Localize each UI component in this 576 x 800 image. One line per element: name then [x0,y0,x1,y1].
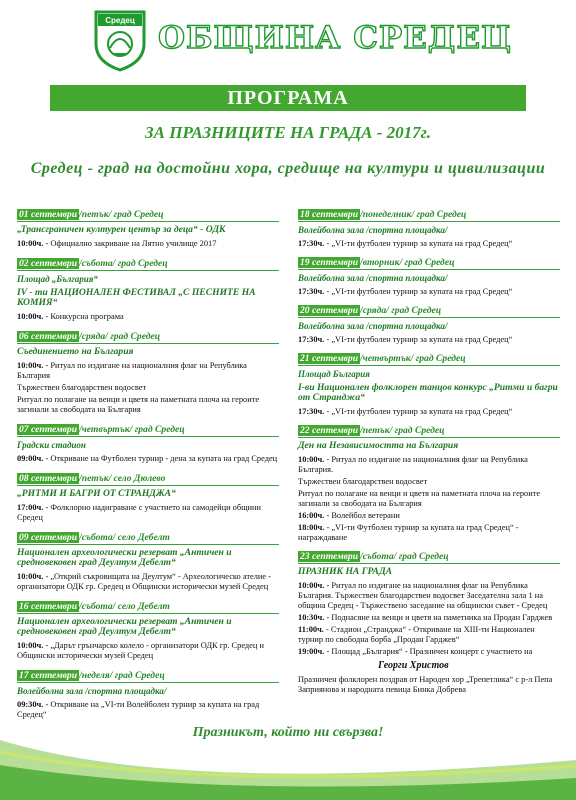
program-subtitle: ЗА ПРАЗНИЦИТЕ НА ГРАДА - 2017г. [145,123,431,142]
event-title: Национален археологически резерват „Античен и средновековен град Деултум Дебелт“ [17,547,232,568]
event-item [298,552,560,695]
event-item [298,354,560,417]
event-line [298,407,560,417]
event-venue: Волейболна зала /спортна площадка/ [17,686,167,696]
event-date-detail: /събота/ село Дебелт [79,532,170,543]
event-time: 17:30ч. [298,335,325,344]
event-description: - „Дарът грънчарско колело - организатори ОДК гр. Средец и Общински исторически музей Средец [17,641,264,660]
event-line [17,572,279,592]
event-item [17,425,279,464]
event-date-detail: /неделя/ град Средец [79,670,165,681]
event-title: ПРАЗНИК НА ГРАДА [298,566,393,577]
event-description: Ритуал по полагане на венци и цветя на паметната плоча на героите загинали за свободата на България [17,395,260,414]
event-date-detail: /петък/ град Средец [79,209,164,220]
event-date-day: 23 септември [300,551,359,562]
event-date [298,354,560,366]
event-date-detail: /събота/ село Дебелт [79,601,170,612]
event-time: 17:00ч. [17,503,44,512]
event-date-day: 21 септември [300,353,359,364]
event-venue: Площад „България“ [17,274,98,284]
decorative-swoosh [0,700,576,800]
event-date [17,210,279,222]
event-time: 10:00ч. [17,361,44,370]
event-time: 17:30ч. [298,239,325,248]
event-date [17,425,279,437]
event-description: - „VI-ти футболен турнир за купата на град Средец“ [324,239,513,248]
event-venue: Градски стадион [17,440,86,450]
event-date-day: 01 септември [19,209,78,220]
event-title: „РИТМИ И БАГРИ ОТ СТРАНДЖА“ [17,488,176,499]
event-title: IV - ти НАЦИОНАЛЕН ФЕСТИВАЛ „С ПЕСНИТЕ НА КОМИЯ“ [17,287,256,308]
event-line [17,454,279,464]
event-time: 17:30ч. [298,407,325,416]
event-description: - Волейбол ветерани [324,511,400,520]
event-venue: Площад България [298,369,370,379]
event-line [298,625,560,645]
event-date [298,258,560,270]
event-date [298,552,560,564]
event-date-day: 09 септември [19,532,78,543]
event-date [17,602,279,614]
event-line [298,239,560,249]
event-item [298,306,560,345]
event-venue: Волейболна зала /спортна площадка/ [298,225,448,235]
event-item [17,259,279,322]
event-line [17,383,279,393]
event-line [17,503,279,523]
event-line [298,647,560,657]
event-time: 18:00ч. [298,523,325,532]
event-description: Ритуал по полагане на венци и цветя на паметната плоча на героите загинали за свободата на България [298,489,541,508]
event-date [298,426,560,438]
program-banner: ПРОГРАМА [50,85,526,111]
event-item [17,533,279,592]
event-time: 10:00ч. [17,312,44,321]
event-description: - „Открий съкровищата на Деултум“ - Археологическо ателие - организатори ОДК гр. Средец и Общински исторически музей Средец [17,572,271,591]
event-description: - „VI-ти футболен турнир за купата на град Средец“ [324,335,513,344]
left-column [17,210,279,730]
event-line [17,361,279,381]
event-item [17,210,279,249]
event-date-day: 06 септември [19,331,78,342]
event-date-detail: /вторник/ град Средец [360,257,455,268]
event-item [298,210,560,249]
event-description: - Стадион „Странджа“ - Откриване на XIII-ти Национален турнир по свободна борба „Продан Гарджев“ [298,625,535,644]
event-line [298,581,560,611]
event-venue: Волейболна зала /спортна площадка/ [298,273,448,283]
event-time: 09:30ч. [17,700,44,709]
event-date-day: 19 септември [300,257,359,268]
event-description: - „VI-ти Футболен турнир за купата на град Средец“ - награждаване [298,523,519,542]
event-time: 16:00ч. [298,511,325,520]
event-date-detail: /петък/ село Дюлево [79,473,166,484]
event-date-detail: /сряда/ град Средец [79,331,161,342]
event-time: 17:30ч. [298,287,325,296]
event-time: 10:00ч. [17,239,44,248]
event-description: - Поднасяне на венци и цветя на паметника на Продан Гарджев [324,613,553,622]
event-line [17,395,279,415]
event-time: 10:00ч. [17,572,44,581]
event-date [298,306,560,318]
event-time: 10:00ч. [17,641,44,650]
event-description: - Официално закриване на Лятно училище 2017 [43,239,217,248]
event-line [298,287,560,297]
event-description: - Конкурсна програма [43,312,124,321]
event-date [17,533,279,545]
event-description: - Откриване на „VI-ти Волейболен турнир за купата на град Средец“ [17,700,260,719]
event-description: - „VI-ти футболен турнир за купата на град Средец“ [324,287,513,296]
event-date-detail: /понеделник/ град Средец [360,209,467,220]
event-date-day: 02 септември [19,258,78,269]
event-date [17,671,279,683]
event-date [17,259,279,271]
event-time: 10:00ч. [298,455,325,464]
event-description: - Ритуал по издигане на националния флаг на Република България. [298,455,528,474]
municipality-name: ОБЩИНА СРЕДЕЦ [158,20,512,56]
event-item [298,258,560,297]
event-date [17,332,279,344]
event-date-day: 16 септември [19,601,78,612]
event-date [17,474,279,486]
event-line [298,455,560,475]
event-title: „Трансграничен културен център за деца“ - ОДК [17,224,226,235]
footer-slogan: Празникът, който ни свързва! [192,725,384,740]
header [0,0,576,80]
event-time: 19:00ч. [298,647,325,656]
event-date [298,210,560,222]
event-item [17,602,279,661]
event-description: - Площад „България“ - Празничен концерт с участието на [324,647,533,656]
event-date-day: 20 септември [300,305,359,316]
event-line [298,511,560,521]
event-time: 10:30ч. [298,613,325,622]
event-date-day: 08 септември [19,473,78,484]
event-date-detail: /сряда/ град Средец [360,305,442,316]
event-description: - Фолклорно надиграване с участието на самодейци общини Средец [17,503,262,522]
event-line [298,613,560,623]
event-line [298,489,560,509]
event-date-day: 07 септември [19,424,78,435]
event-item [298,426,560,543]
event-date-detail: /четвъртък/ град Средец [79,424,185,435]
event-description: Тържествен благодарствен водосвет [298,477,428,486]
event-line [17,239,279,249]
event-guest: Георги Христов [378,660,449,671]
event-time: 11:00ч. [298,625,324,634]
event-title: Ден на Независимостта на България [298,440,459,451]
event-date-detail: /събота/ град Средец [79,258,168,269]
municipality-crest-icon [92,8,148,72]
logo-text: Средец [105,16,135,25]
town-motto: Средец - град на достойни хора, средище на култури и цивилизации [30,160,546,177]
event-line [298,523,560,543]
event-venue: Волейболна зала /спортна площадка/ [298,321,448,331]
event-line [298,477,560,487]
right-column [298,210,560,704]
event-description: Тържествен благодарствен водосвет [17,383,147,392]
event-description: - „VI-ти футболен турнир за купата на град Средец“ [324,407,513,416]
event-date-day: 22 септември [300,425,359,436]
event-date-day: 18 септември [300,209,359,220]
event-description: - Откриване на Футболен турнир - дена за купата на град Средец [43,454,278,463]
event-note: Празничен фолклорен поздрав от Народен хор „Трепетлика“ с р-л Пепа Заприянова и народната певица Бинка Добрева [298,675,553,694]
event-date-detail: /събота/ град Средец [360,551,449,562]
event-date-detail: /четвъртък/ град Средец [360,353,466,364]
event-line [17,641,279,661]
event-time: 09:00ч. [17,454,44,463]
event-line [298,335,560,345]
event-time: 10:00ч. [298,581,325,590]
event-description: - Ритуал по издигане на националния флаг на Република България [17,361,247,380]
event-date-detail: /петък/ град Средец [360,425,445,436]
event-line [17,312,279,322]
event-item [17,332,279,415]
event-item [17,474,279,523]
event-description: - Ритуал по издигане на националния флаг на Република България. Тържествен благодарствен водосвет Заседателна зала 1 на община Средец - Тържествено заседание на общински съвет - Средец [298,581,548,610]
event-title: I-ви Национален фолклорен танцов конкурс „Ритми и багри от Странджа“ [298,382,558,403]
event-title: Национален археологически резерват „Античен и средновековен град Деултум Дебелт“ [17,616,232,637]
event-title: Съединението на България [17,346,134,357]
event-date-day: 17 септември [19,670,78,681]
